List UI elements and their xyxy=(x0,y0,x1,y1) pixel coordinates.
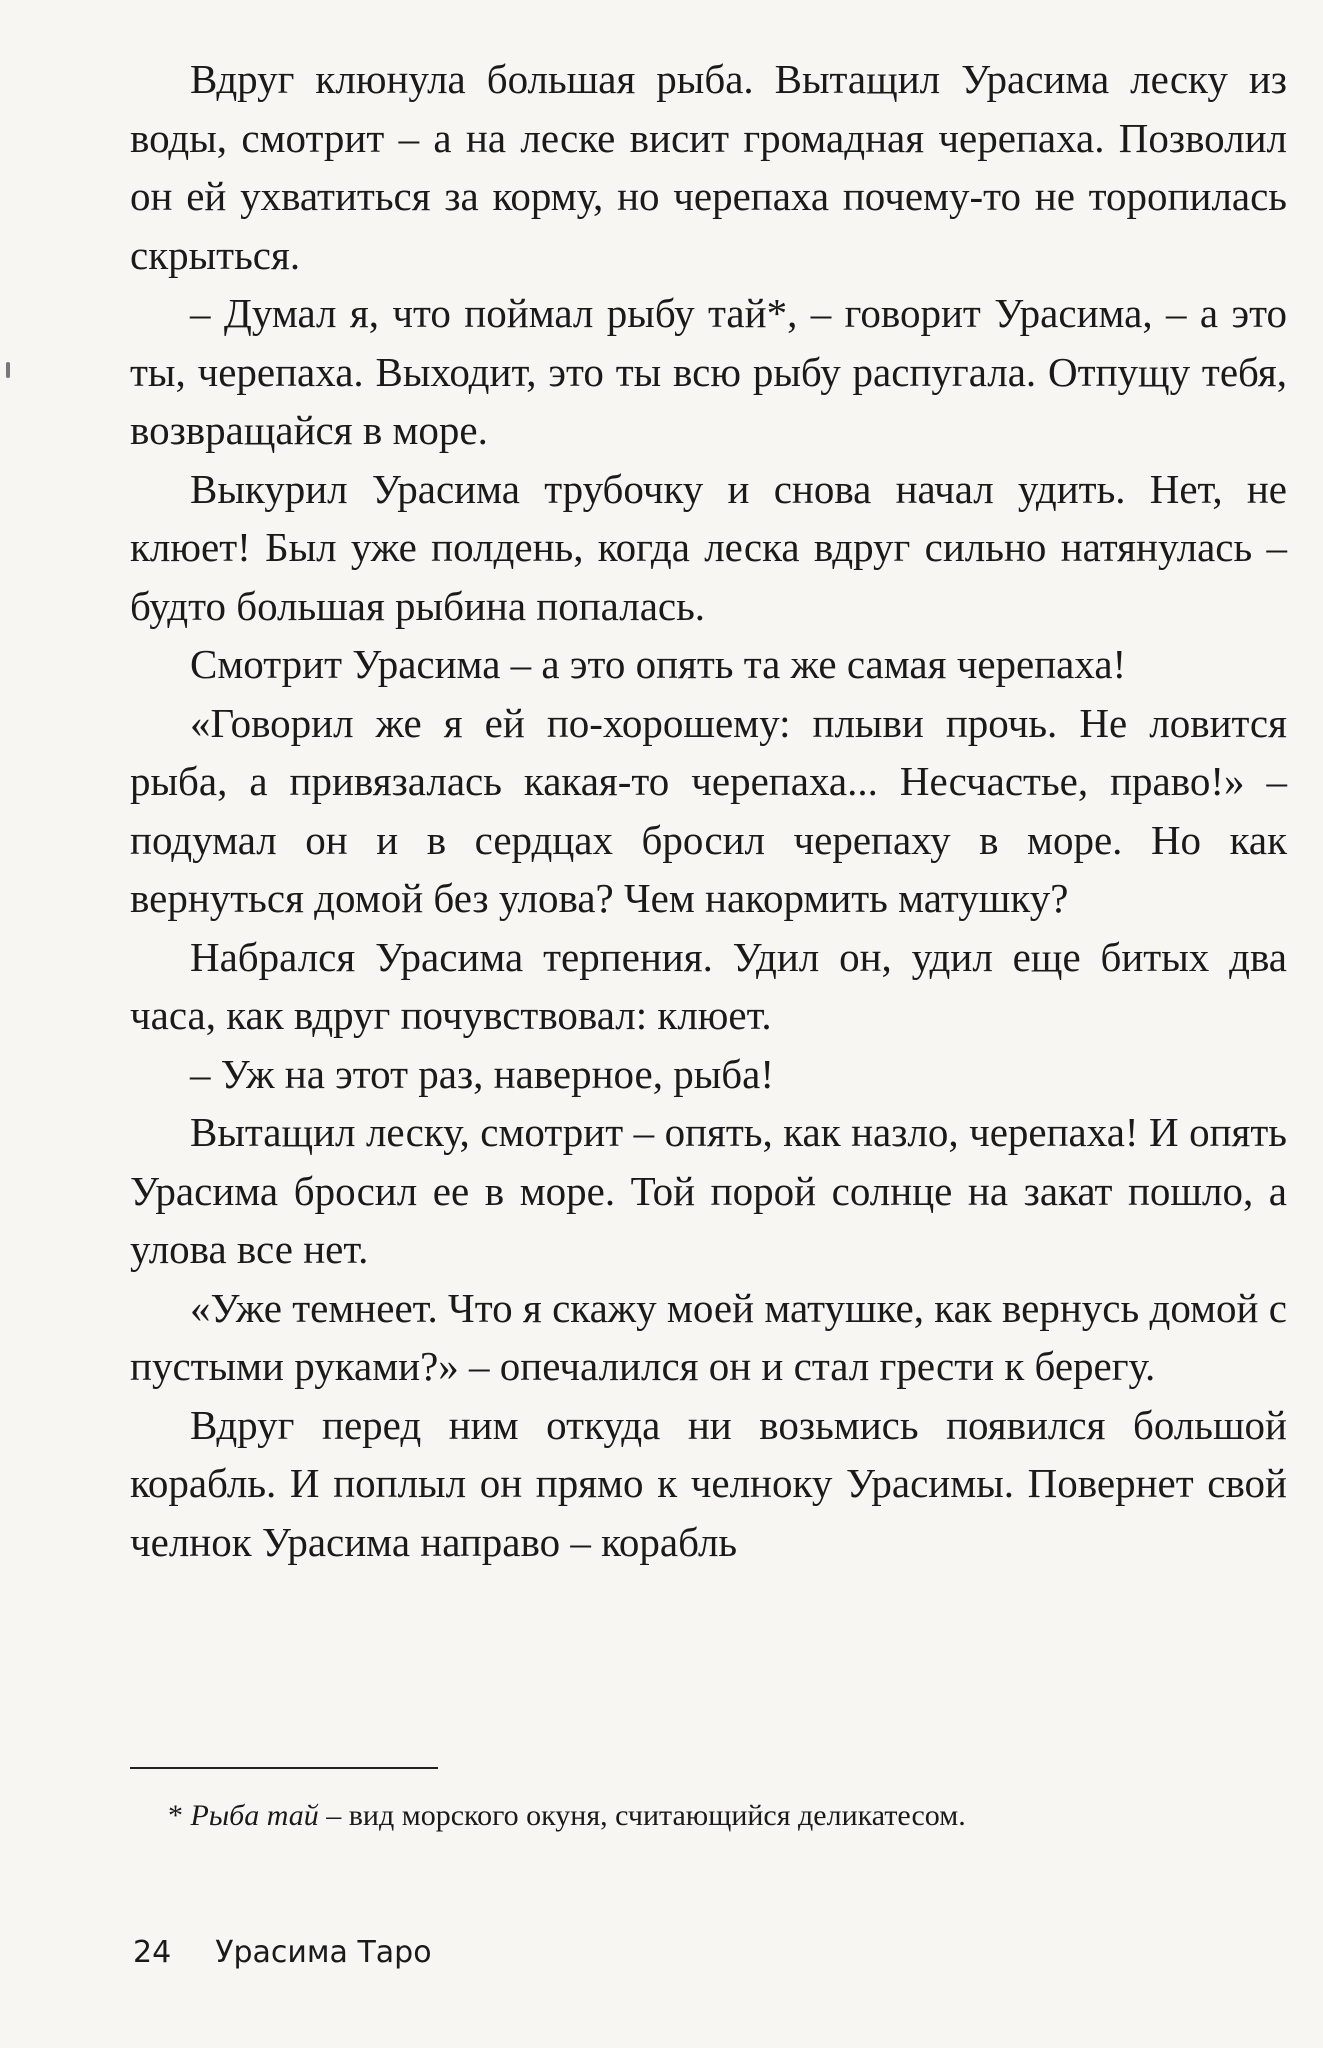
footnote xyxy=(168,1796,1268,1836)
paragraph-3: Выкурил Урасима трубочку и снова начал удить. Нет, не клюет! Был уже полдень, когда леска вдруг сильно натянулась – будто большая рыбина попалась. xyxy=(130,465,1287,629)
paragraph-7: – Уж на этот раз, наверное, рыба! xyxy=(190,1050,774,1097)
page-body xyxy=(130,50,1287,1571)
paragraph-8: Вытащил леску, смотрит – опять, как назло, черепаха! И опять Урасима бросил ее в море. Той порой солнце на закат пошло, а улова все нет. xyxy=(130,1109,1287,1272)
margin-speck xyxy=(6,362,10,378)
page-number: 24 xyxy=(133,1935,172,1970)
paragraph-5: «Говорил же я ей по-хорошему: плыви прочь. Не ловится рыба, а привязалась какая-то черепаха... Несчастье, право!» – подумал он и в сердцах бросил черепаху в море. Но как вернуться домой без улова? Чем накормить матушку? xyxy=(130,699,1287,921)
paragraph-4: Смотрит Урасима – а это опять та же самая черепаха! xyxy=(190,641,1127,687)
paragraph-1: Вдруг клюнула большая рыба. Вытащил Урасима леску из воды, смотрит – а на леске висит громадная черепаха. Позволил он ей ухватиться за корму, но черепаха почему-то не торопилась скрыться. xyxy=(130,56,1287,278)
paragraph-9: «Уже темнеет. Что я скажу моей матушке, как вернусь домой с пустыми руками?» – опечалился он и стал грести к берегу. xyxy=(130,1284,1287,1389)
running-title: Урасима Таро xyxy=(215,1935,432,1970)
footnote-rule xyxy=(130,1767,438,1769)
paragraph-10: Вдруг перед ним откуда ни возьмись появился большой корабль. И поплыл он прямо к челноку Урасимы. Повернет свой челнок Урасима направо – корабль xyxy=(130,1401,1287,1565)
paragraph-2: – Думал я, что поймал рыбу тай*, – говорит Урасима, – а это ты, черепаха. Выходит, это ты всю рыбу распугала. Отпущу тебя, возвращайся в море. xyxy=(130,290,1287,453)
footnote-text: – вид морского окуня, считающийся деликатесом. xyxy=(318,1799,966,1832)
page-footer xyxy=(133,1935,432,1970)
footnote-term: Рыба тай xyxy=(190,1799,319,1832)
paragraph-6: Набрался Урасима терпения. Удил он, удил еще битых два часа, как вдруг почувствовал: клюет. xyxy=(130,933,1287,1038)
footnote-marker: * xyxy=(168,1799,183,1832)
